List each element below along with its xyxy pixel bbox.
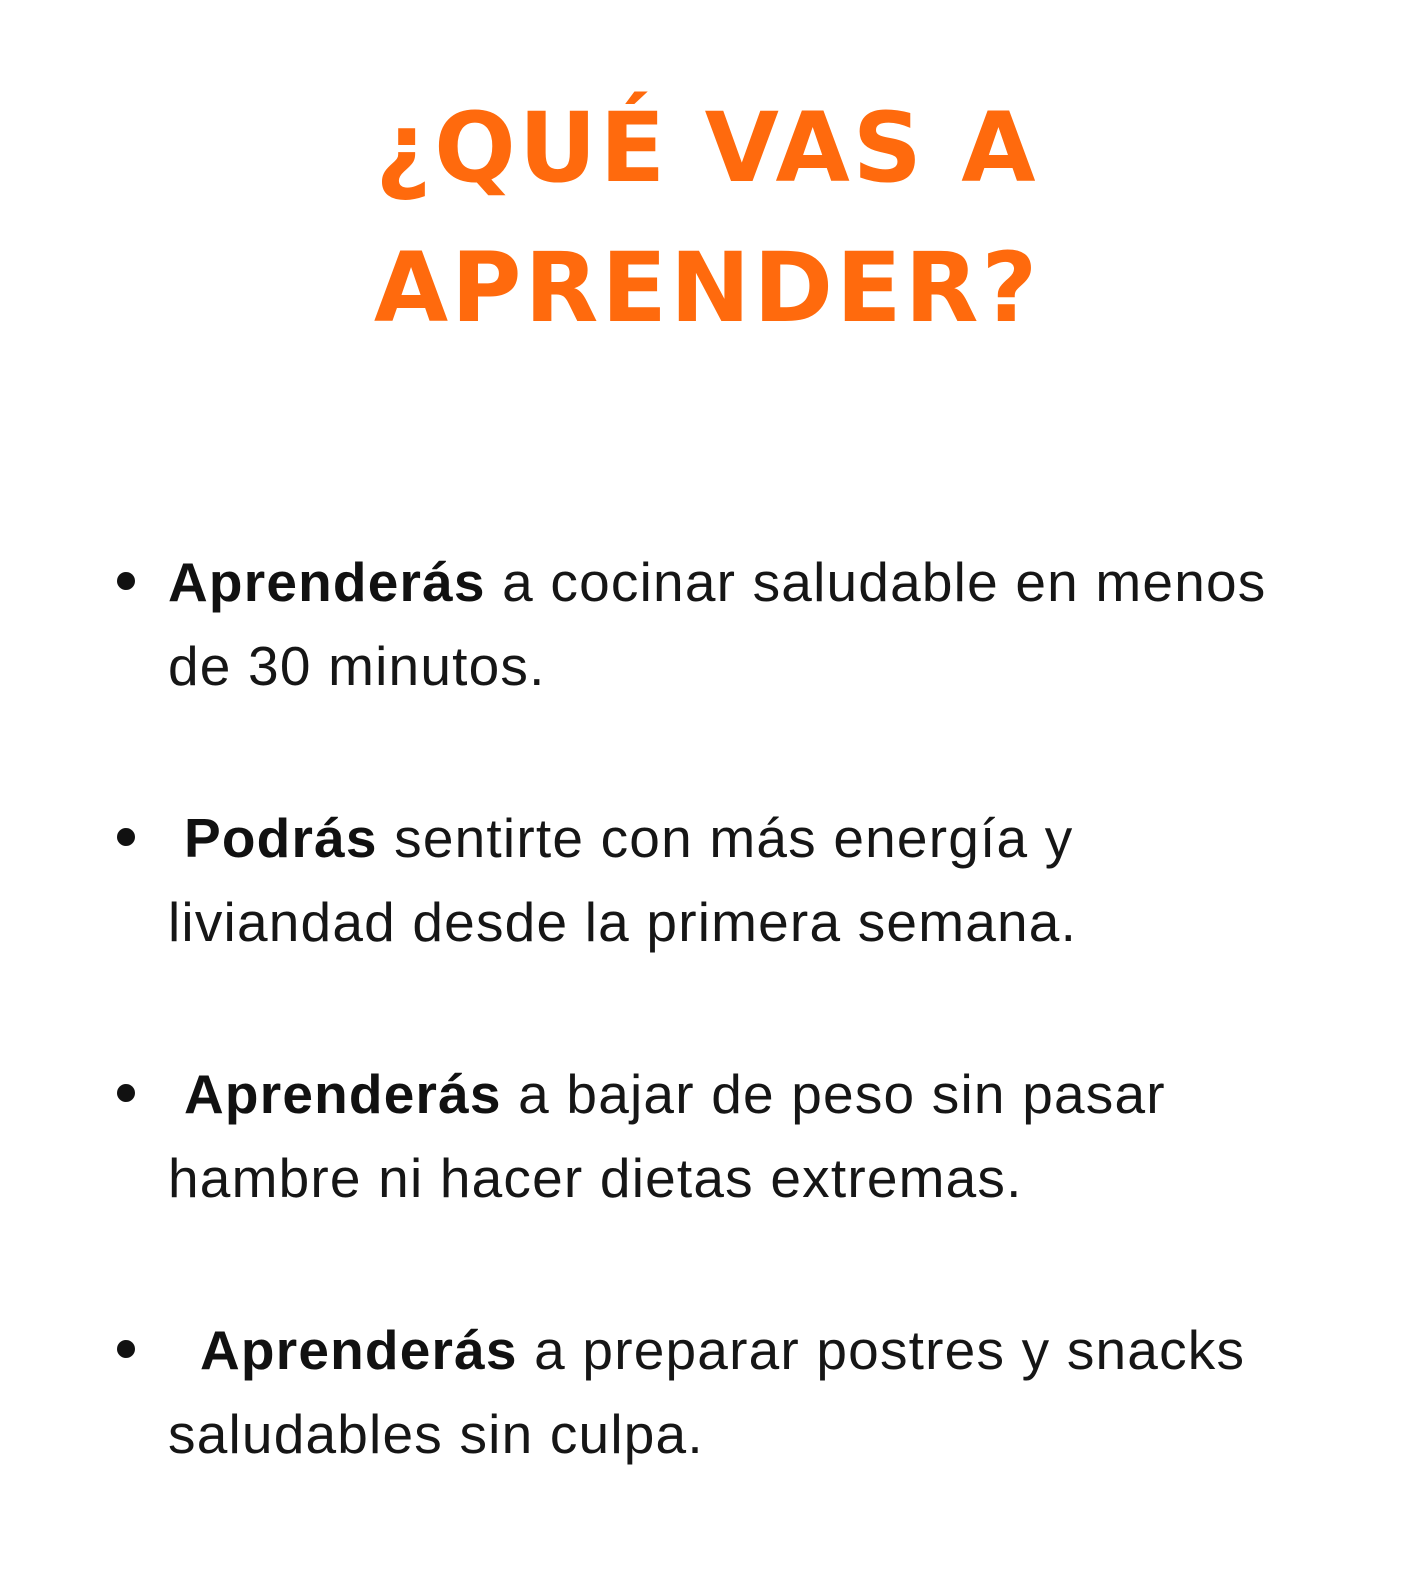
list-item-text [168, 1052, 1358, 1220]
bullet-icon [117, 572, 135, 590]
list-item-lead: Podrás [184, 807, 378, 869]
list-item-text [168, 540, 1358, 708]
list-item-rest: a preparar postres y snacks [517, 1319, 1246, 1381]
list-item-rest: a cocinar saludable en menos [485, 551, 1267, 613]
bullet-icon [117, 1084, 135, 1102]
list-item-lead: Aprenderás [168, 551, 486, 613]
list-item-line-1 [168, 796, 1358, 880]
bullet-icon [117, 828, 135, 846]
page-title-line-1: ¿QUÉ VAS A [375, 92, 1039, 204]
list-item-line-1 [168, 540, 1358, 624]
list-item-rest: sentirte con más energía y [377, 807, 1074, 869]
page-title-line-2: APRENDER? [373, 232, 1041, 344]
list-item-lead: Aprenderás [184, 1063, 502, 1125]
list-item-line-2: de 30 minutos. [168, 635, 546, 697]
list-item-line-2: saludables sin culpa. [168, 1403, 704, 1465]
list-item-lead: Aprenderás [200, 1319, 518, 1381]
list-item-line-2: hambre ni hacer dietas extremas. [168, 1147, 1023, 1209]
list-item-line-1 [168, 1308, 1358, 1392]
list-item-text [168, 1308, 1358, 1476]
list-item-line-2: liviandad desde la primera semana. [168, 891, 1078, 953]
list-item-line-1 [168, 1052, 1358, 1136]
list-item-rest: a bajar de peso sin pasar [501, 1063, 1166, 1125]
bullet-icon [117, 1340, 135, 1358]
page-title [0, 78, 1414, 358]
list-item-text [168, 796, 1358, 964]
